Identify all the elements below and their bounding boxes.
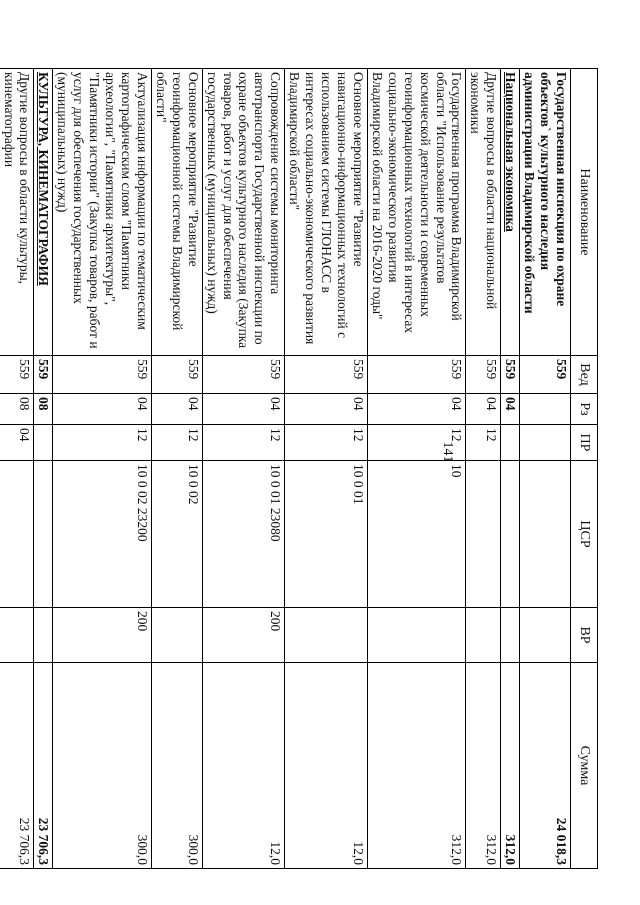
- cell-rz: 04: [466, 394, 501, 425]
- cell-pr: [520, 425, 571, 461]
- cell-pr: 12: [151, 425, 202, 461]
- cell-vr: 200: [202, 608, 285, 663]
- cell-ved: 559: [53, 356, 152, 394]
- cell-rz: 04: [285, 394, 368, 425]
- table-row: [151, 69, 202, 869]
- cell-csr: [34, 461, 53, 608]
- header-vr: ВР: [571, 608, 598, 663]
- cell-csr: 10 0 01: [285, 461, 368, 608]
- page-number: 141: [440, 441, 455, 463]
- cell-csr: 10 0 02: [151, 461, 202, 608]
- cell-vr: [34, 608, 53, 663]
- cell-sum: 23 706,3: [0, 663, 34, 869]
- header-ved: Вед: [571, 356, 598, 394]
- cell-sum: 12,0: [285, 663, 368, 869]
- cell-vr: [466, 608, 501, 663]
- cell-csr: [466, 461, 501, 608]
- cell-pr: [34, 425, 53, 461]
- table-body: [0, 69, 571, 869]
- cell-name: Сопровождение системы мониторинга автотранспорта Государственной инспекции по охране объектов культурного наследия (Закупка товаров, работ и услуг для обеспечения государственных (муниципальных) нужд): [202, 69, 285, 356]
- header-row: [571, 69, 598, 869]
- cell-ved: 559: [202, 356, 285, 394]
- cell-rz: 04: [151, 394, 202, 425]
- rotated-table-container: [1, 68, 598, 868]
- cell-name: Актуализация информации по тематическим картографическим слоям "Памятники археологии", "Памятники архитектуры", "Памятники истории" (Закупка товаров, работ и услуг для обеспечения государственных (муниципальных) нужд): [53, 69, 152, 356]
- table-row: [34, 69, 53, 869]
- cell-sum: 312,0: [367, 663, 466, 869]
- cell-name: Государственная инспекция по охране объектов` культурного наследия администрации Владимирской области: [520, 69, 571, 356]
- cell-csr: 10 0 02 23200: [53, 461, 152, 608]
- cell-name: Национальная экономика: [501, 69, 520, 356]
- cell-sum: 24 018,3: [520, 663, 571, 869]
- cell-ved: 559: [367, 356, 466, 394]
- cell-rz: 08: [34, 394, 53, 425]
- cell-sum: 300,0: [53, 663, 152, 869]
- cell-sum: 12,0: [202, 663, 285, 869]
- cell-name: Государственная программа Владимирской области "Использование результатов космической деятельности и современных геоинформационных технологий в интересах социально-экономического развития Владимирской области на 2016-2020 годы": [367, 69, 466, 356]
- cell-csr: 10: [367, 461, 466, 608]
- cell-vr: [0, 608, 34, 663]
- cell-vr: [151, 608, 202, 663]
- table-row: [53, 69, 152, 869]
- table-row: [202, 69, 285, 869]
- cell-csr: 10 0 01 23080: [202, 461, 285, 608]
- cell-rz: 04: [202, 394, 285, 425]
- cell-csr: [520, 461, 571, 608]
- table-row: [466, 69, 501, 869]
- cell-sum: 312,0: [501, 663, 520, 869]
- cell-pr: 12: [53, 425, 152, 461]
- cell-pr: 04: [0, 425, 34, 461]
- cell-pr: 12: [202, 425, 285, 461]
- cell-name: Основное мероприятие "Развитие геоинформационной системы Владимирской области": [151, 69, 202, 356]
- table-row: [367, 69, 466, 869]
- cell-pr: 12: [367, 425, 466, 461]
- cell-vr: 200: [53, 608, 152, 663]
- header-pr: ПР: [571, 425, 598, 461]
- cell-name: Другие вопросы в области национальной экономики: [466, 69, 501, 356]
- cell-rz: 04: [53, 394, 152, 425]
- budget-table: [0, 68, 598, 869]
- header-sum: Сумма: [571, 663, 598, 869]
- cell-ved: 559: [285, 356, 368, 394]
- cell-ved: 559: [501, 356, 520, 394]
- cell-ved: 559: [520, 356, 571, 394]
- cell-name: Основное мероприятие "Развитие навигационно-информационных технологий с использованием системы ГЛОНАСС в интересах социально-экономического развития Владимирской области": [285, 69, 368, 356]
- cell-ved: 559: [34, 356, 53, 394]
- table-row: [520, 69, 571, 869]
- cell-name: Другие вопросы в области культуры, кинематографии: [0, 69, 34, 356]
- cell-sum: 312,0: [466, 663, 501, 869]
- cell-pr: 12: [285, 425, 368, 461]
- cell-vr: [285, 608, 368, 663]
- cell-rz: 04: [367, 394, 466, 425]
- cell-ved: 559: [151, 356, 202, 394]
- table-row: [501, 69, 520, 869]
- table-row: [0, 69, 34, 869]
- cell-pr: 12: [466, 425, 501, 461]
- table-row: [285, 69, 368, 869]
- cell-csr: [0, 461, 34, 608]
- cell-pr: [501, 425, 520, 461]
- cell-sum: 300,0: [151, 663, 202, 869]
- cell-vr: [501, 608, 520, 663]
- cell-rz: [520, 394, 571, 425]
- cell-vr: [520, 608, 571, 663]
- header-rz: Рз: [571, 394, 598, 425]
- cell-name: КУЛЬТУРА, КИНЕМАТОГРАФИЯ: [34, 69, 53, 356]
- cell-vr: [367, 608, 466, 663]
- cell-sum: 23 706,3: [34, 663, 53, 869]
- header-csr: ЦСР: [571, 461, 598, 608]
- cell-csr: [501, 461, 520, 608]
- cell-ved: 559: [466, 356, 501, 394]
- cell-ved: 559: [0, 356, 34, 394]
- cell-rz: 08: [0, 394, 34, 425]
- cell-rz: 04: [501, 394, 520, 425]
- header-name: Наименование: [571, 69, 598, 356]
